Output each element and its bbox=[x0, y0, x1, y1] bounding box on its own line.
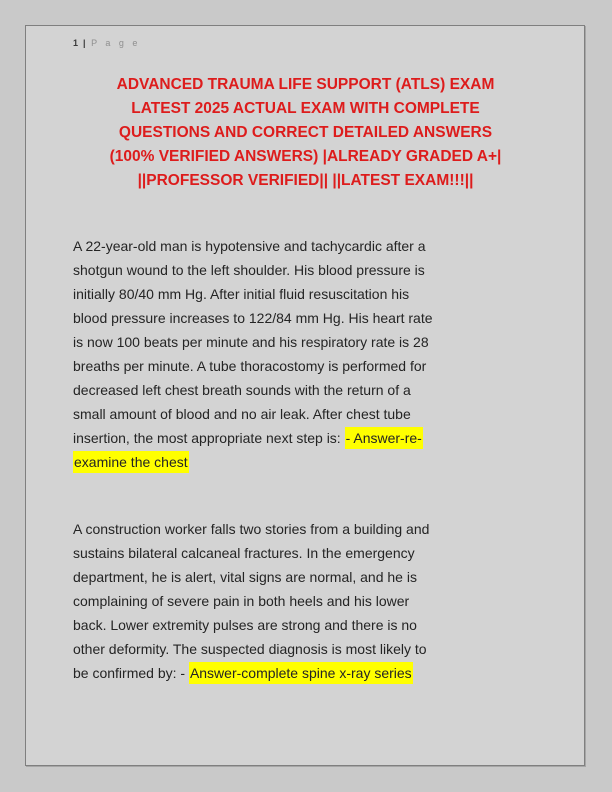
text-segment: other deformity. The suspected diagnosis is most likely to bbox=[73, 641, 427, 657]
title-line: (100% VERIFIED ANSWERS) |ALREADY GRADED A+| bbox=[109, 148, 502, 165]
highlighted-answer: - Answer-re- bbox=[345, 427, 423, 449]
text-segment: be confirmed by: - bbox=[73, 665, 189, 681]
text-line bbox=[73, 661, 553, 685]
text-line bbox=[73, 282, 553, 306]
text-line bbox=[73, 258, 553, 282]
text-line bbox=[73, 450, 553, 474]
text-segment: insertion, the most appropriate next step is: bbox=[73, 430, 345, 446]
header-separator: | bbox=[83, 38, 87, 48]
text-segment: decreased left chest breath sounds with the return of a bbox=[73, 382, 411, 398]
title-line: ADVANCED TRAUMA LIFE SUPPORT (ATLS) EXAM bbox=[116, 76, 495, 93]
title-line: ||PROFESSOR VERIFIED|| ||LATEST EXAM!!!|| bbox=[137, 172, 474, 189]
text-segment: small amount of blood and no air leak. After chest tube bbox=[73, 406, 411, 422]
text-line bbox=[73, 541, 553, 565]
text-line bbox=[73, 426, 553, 450]
text-line bbox=[73, 565, 553, 589]
text-line bbox=[73, 402, 553, 426]
highlighted-answer: examine the chest bbox=[73, 451, 189, 473]
text-segment: department, he is alert, vital signs are normal, and he is bbox=[73, 569, 417, 585]
text-segment: A construction worker falls two stories from a building and bbox=[73, 521, 430, 537]
header-page-label: P a g e bbox=[91, 38, 141, 48]
text-line bbox=[73, 378, 553, 402]
document-page bbox=[25, 25, 585, 766]
text-line bbox=[73, 234, 553, 258]
text-segment: is now 100 beats per minute and his respiratory rate is 28 bbox=[73, 334, 429, 350]
text-segment: shotgun wound to the left shoulder. His blood pressure is bbox=[73, 262, 425, 278]
text-segment: back. Lower extremity pulses are strong and there is no bbox=[73, 617, 417, 633]
text-segment: breaths per minute. A tube thoracostomy is performed for bbox=[73, 358, 427, 374]
text-line bbox=[73, 589, 553, 613]
exam-title bbox=[73, 73, 538, 193]
text-line bbox=[73, 517, 553, 541]
text-line bbox=[73, 637, 553, 661]
page-header bbox=[73, 38, 140, 48]
text-line bbox=[73, 613, 553, 637]
text-segment: A 22-year-old man is hypotensive and tachycardic after a bbox=[73, 238, 426, 254]
page-number: 1 bbox=[73, 38, 79, 48]
text-segment: initially 80/40 mm Hg. After initial fluid resuscitation his bbox=[73, 286, 410, 302]
text-segment: sustains bilateral calcaneal fractures. In the emergency bbox=[73, 545, 415, 561]
question-paragraph-2 bbox=[73, 517, 553, 685]
text-line bbox=[73, 306, 553, 330]
title-line: LATEST 2025 ACTUAL EXAM WITH COMPLETE bbox=[131, 100, 480, 117]
title-line: QUESTIONS AND CORRECT DETAILED ANSWERS bbox=[118, 124, 493, 141]
text-line bbox=[73, 354, 553, 378]
text-segment: complaining of severe pain in both heels and his lower bbox=[73, 593, 410, 609]
highlighted-answer: Answer-complete spine x-ray series bbox=[189, 662, 413, 684]
text-line bbox=[73, 330, 553, 354]
question-paragraph-1 bbox=[73, 234, 553, 474]
text-segment: blood pressure increases to 122/84 mm Hg. His heart rate bbox=[73, 310, 433, 326]
